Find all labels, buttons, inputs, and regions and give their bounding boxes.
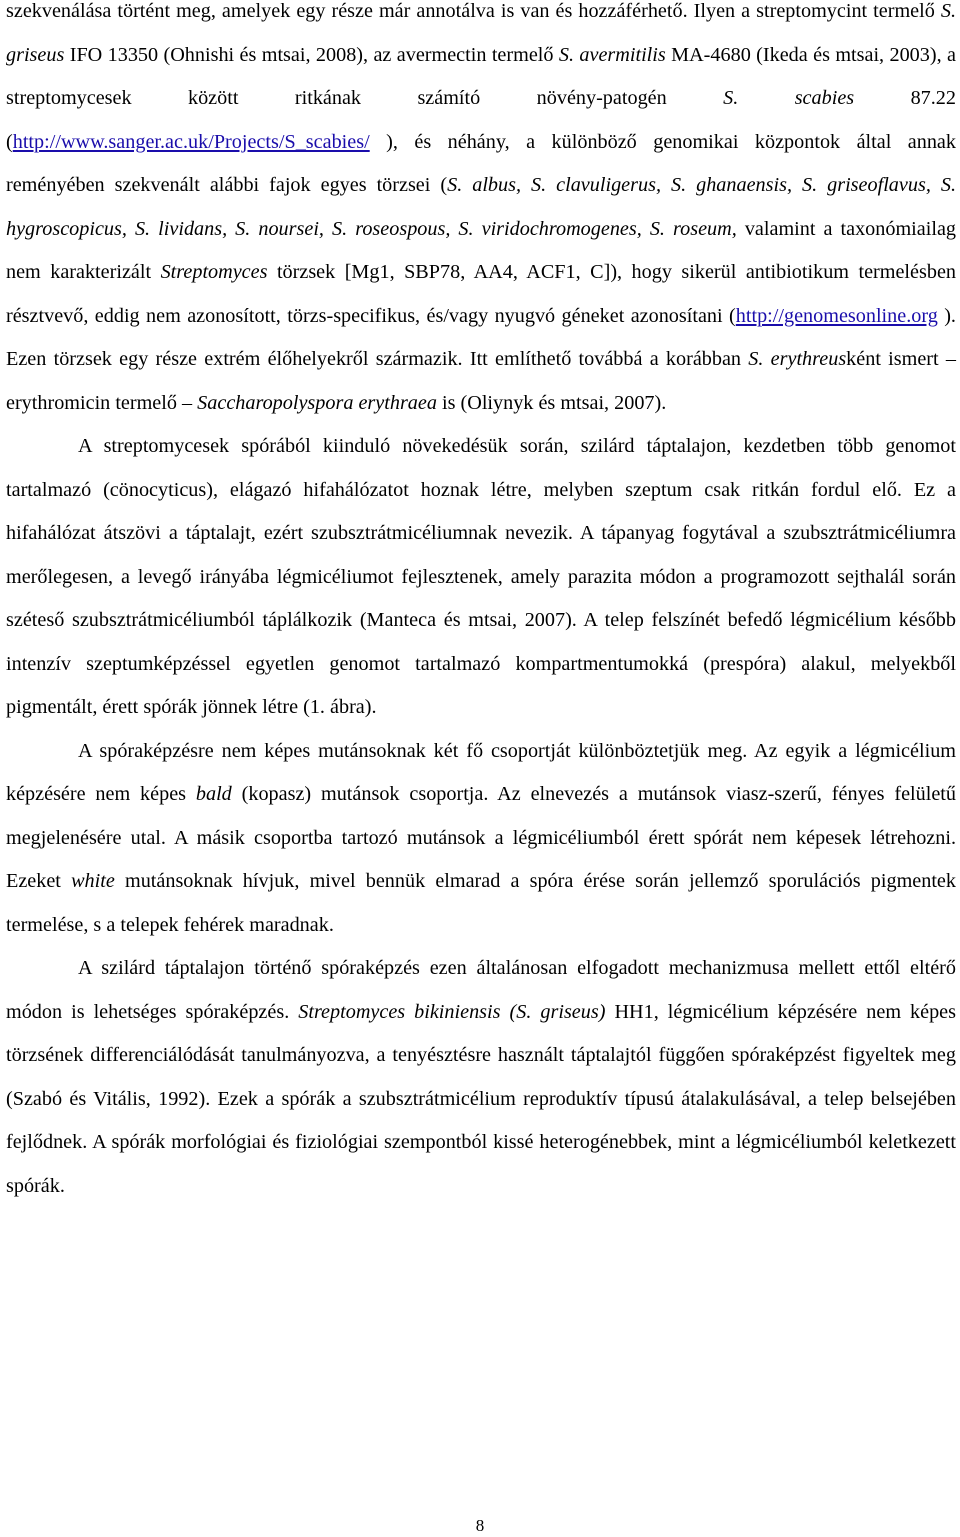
text-run: A streptomycesek spórából kiinduló növekedésük során, szilárd táptalajon, kezdetben több genomot tartalmazó (cönocyticus), elágazó hifahálózatot hoznak létre, melyben szeptum csak ritkán fordul elő. Ez a hifahálózat átszövi a táptalajt, ezért szubsztrátmicéliumnak nevezik. A tápanyag fogytával a szubsztrátmicéliumra merőlegesen, a levegő irányába légmicéliumot fejlesztenek, amely parazita módon a programozott sejthalál során széteső szubsztrátmicéliumból táplálkozik (Manteca és mtsai, 2007). A telep felszínét befedő légmicélium később intenzív szeptumképzéssel egyetlen genomot tartalmazó kompartmentumokká (prespóra) alakul, melyekből pigmentált, érett spórák jönnek létre (1. ábra). [6,435,956,718]
text-run: szekvenálása történt meg, amelyek egy része már annotálva is van és hozzáférhető. Ilyen a streptomycint termelő [6,0,941,22]
text-run: HH1, légmicélium képzésére nem képes törzsének differenciálódását tanulmányozva, a tenyésztésre használt táptalajtól függően spóraképzést figyeltek meg (Szabó és Vitális, 1992). Ezek a spórák a szubsztrátmicélium reproduktív típusú átalakulásával, a telep belsejében fejlődnek. A spórák morfológiai és fiziológiai szempontból kissé heterogénebbek, mint a légmicéliumból keletkezett spórák. [6,1000,956,1197]
species-name: S. scabies [723,87,855,109]
text-run: ), és néhány, a különböző genomikai központok által annak reményében szekvenált alábbi fajok egyes törzsei ( [6,130,956,196]
sanger-link[interactable]: http://www.sanger.ac.uk/Projects/S_scabies/ [12,130,370,153]
text-run: mutánsoknak hívjuk, mivel bennük elmarad a spóra érése során jellemző sporulációs pigmentek termelése, s a telepek fehérek maradnak. [6,870,956,936]
species-name: Saccharopolyspora erythraea [197,391,437,414]
text-run: 87.22 ( [6,87,956,153]
body-text [6,0,956,1208]
species-name: Streptomyces bikiniensis (S. griseus) [298,1000,606,1023]
text-run: IFO 13350 (Ohnishi és mtsai, 2008), az avermectin termelő [64,43,559,66]
text-run: A szilárd táptalajon történő spóraképzés ezen általánosan elfogadott mechanizmusa mellett ettől eltérő módon is lehetséges spóraképzés. [6,957,956,1023]
species-name: S. avermitilis [558,43,666,66]
genus-name: Streptomyces [160,261,268,283]
text-run: MA-4680 (Ikeda és mtsai, 2003), a streptomycesek között ritkának számító növény-patogén [6,43,956,109]
text-run: valamint a taxonómiailag nem karakterizált [6,217,957,283]
paragraph-3 [6,730,956,948]
text-run: (kopasz) mutánsok csoportja. Az elnevezés a mutánsok viasz-szerű, fényes felületű megjelenésére utal. A másik csoportba tartozó mutánsok a légmicéliumból érett spórát nem képesek létrehozni. Ezeket [6,783,956,892]
text-run: is (Oliynyk és mtsai, 2007). [436,391,667,414]
page-number: 8 [475,1516,485,1535]
paragraph-4 [6,947,956,1208]
genomesonline-link[interactable]: http://genomesonline.org [735,304,938,327]
mutant-term: white [71,870,115,892]
species-name: S. griseus [6,0,956,66]
species-name: S. erythreus [748,348,847,370]
mutant-term: bald [195,783,232,805]
paragraph-2 [6,425,956,730]
text-run: ként ismert – erythromicin termelő – [6,348,956,414]
species-list: S. albus, S. clavuligerus, S. ghanaensis, S. griseoflavus, S. hygroscopicus, S. lividans, S. noursei, S. roseospous, S. viridochromogenes, S. roseum, [6,174,956,240]
text-run: ). Ezen törzsek egy része extrém élőhelyekről származik. Itt említhető továbbá a korábban [6,304,956,370]
text-run: A spóraképzésre nem képes mutánsoknak két fő csoportját különböztetjük meg. Az egyik a légmicélium képzésére nem képes [6,739,956,805]
paragraph-1 [6,0,956,425]
text-run: törzsek [Mg1, SBP78, AA4, ACF1, C]), hogy sikerül antibiotikum termelésben résztvevő, eddig nem azonosított, törzs-specifikus, és/vagy nyugvó géneket azonosítani ( [6,261,956,327]
